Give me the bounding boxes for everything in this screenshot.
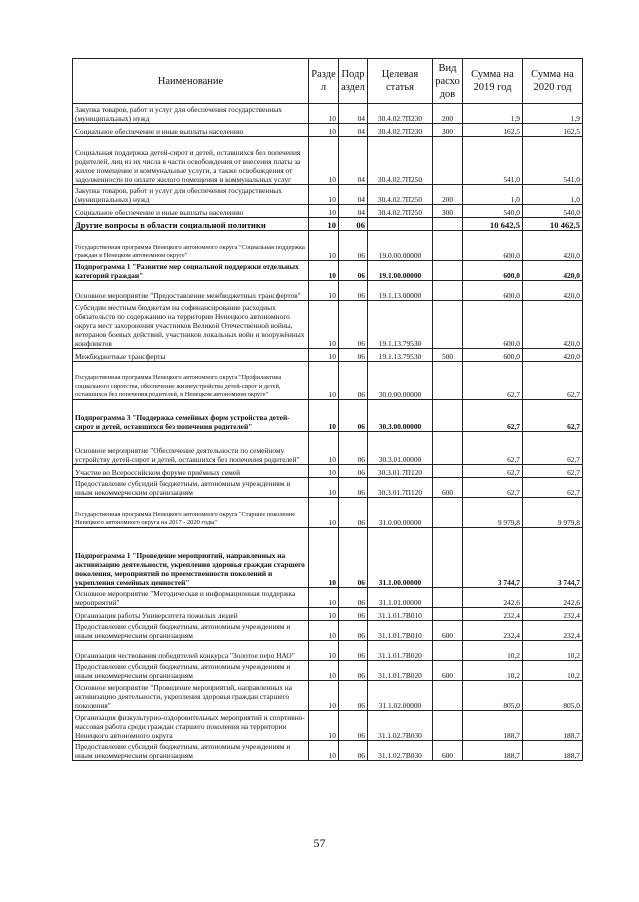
cell-s19: 62,7 [463, 478, 523, 498]
cell-r: 10 [309, 261, 339, 281]
cell-s20: 420,0 [523, 281, 583, 301]
cell-a: 30.4.02.7П250 [368, 137, 433, 185]
table-row [73, 281, 583, 301]
cell-a: 19.0.00.00000 [368, 231, 433, 261]
cell-name: Предоставление субсидий бюджетным, автономным учреждениям и иным некоммерческим организациям [73, 661, 309, 681]
cell-name: Основное мероприятие "Обеспечение деятельности по семейному устройству детей-сирот и детей, оставшихся без попечения родителей" [73, 432, 309, 465]
cell-a: 31.1.01.00000 [368, 588, 433, 608]
cell-s20: 188,7 [523, 741, 583, 761]
cell-v: 300 [433, 124, 463, 137]
cell-name: Организация работы Университета пожилых людей [73, 608, 309, 621]
cell-p: 06 [339, 478, 368, 498]
cell-s20: 420,0 [523, 349, 583, 362]
header-vid: Вид расхо дов [433, 59, 463, 104]
cell-s19: 62,7 [463, 432, 523, 465]
table-row [73, 588, 583, 608]
cell-v [433, 432, 463, 465]
cell-s20: 10,2 [523, 661, 583, 681]
cell-s19: 162,5 [463, 124, 523, 137]
cell-p: 06 [339, 621, 368, 641]
cell-a: 19.1.13.79530 [368, 301, 433, 349]
cell-p: 06 [339, 681, 368, 711]
cell-v [433, 681, 463, 711]
cell-name: Государственная программа Ненецкого автономного округа "Профилактика социального сиротства, обеспечение жизнеустройства детей-сирот и детей, оставшихся без попечения родителей, в Ненецком автономном округе" [73, 362, 309, 400]
cell-v: 600 [433, 661, 463, 681]
cell-v [433, 400, 463, 432]
cell-s19: 1,9 [463, 104, 523, 124]
cell-name: Закупка товаров, работ и услуг для обеспечения государственных (муниципальных) нужд [73, 104, 309, 124]
header-article: Целевая статья [368, 59, 433, 104]
table-row [73, 400, 583, 432]
cell-v [433, 711, 463, 741]
cell-s19: 3 744,7 [463, 528, 523, 588]
cell-s20: 10 462,5 [523, 218, 583, 231]
budget-table-sheet [72, 58, 582, 761]
cell-p: 06 [339, 741, 368, 761]
table-row [73, 528, 583, 588]
cell-a: 31.1.02.7В030 [368, 741, 433, 761]
cell-s19: 600,0 [463, 281, 523, 301]
cell-s20: 540,0 [523, 205, 583, 218]
cell-p: 04 [339, 137, 368, 185]
cell-s19: 9 979,8 [463, 498, 523, 528]
cell-name: Межбюджетные трансферты [73, 349, 309, 362]
cell-a: 30.3.00.00000 [368, 400, 433, 432]
cell-name: Подпрограмма 1 "Проведение мероприятий, направленных на активизацию деятельности, укрепления здоровья граждан старшего поколения, мероприятий по преемственности поколений и укрепления семейных ценностей" [73, 528, 309, 588]
table-row [73, 261, 583, 281]
cell-p: 06 [339, 528, 368, 588]
cell-v: 500 [433, 349, 463, 362]
cell-p: 06 [339, 231, 368, 261]
cell-name: Государственная программа Ненецкого автономного округа "Старшее поколение Ненецкого автономного округа на 2017 - 2020 годы" [73, 498, 309, 528]
cell-v [433, 301, 463, 349]
cell-r: 10 [309, 661, 339, 681]
cell-s19: 600,0 [463, 231, 523, 261]
cell-p: 06 [339, 432, 368, 465]
cell-s20: 188,7 [523, 711, 583, 741]
cell-r: 10 [309, 124, 339, 137]
cell-a: 31.1.01.7В020 [368, 641, 433, 661]
table-row [73, 205, 583, 218]
cell-a: 30.4.02.7П230 [368, 104, 433, 124]
cell-v [433, 588, 463, 608]
cell-s20: 242,6 [523, 588, 583, 608]
cell-name: Участие во Всероссийском форуме приёмных семей [73, 465, 309, 478]
cell-r: 10 [309, 528, 339, 588]
cell-s19: 242,6 [463, 588, 523, 608]
cell-a: 30.0.00.00000 [368, 362, 433, 400]
cell-s20: 9 979,8 [523, 498, 583, 528]
cell-p: 06 [339, 400, 368, 432]
table-row [73, 137, 583, 185]
cell-name: Другие вопросы в области социальной политики [73, 218, 309, 231]
cell-v [433, 281, 463, 301]
cell-s19: 62,7 [463, 465, 523, 478]
header-podrazdel: Подр аздел [339, 59, 368, 104]
cell-v [433, 218, 463, 231]
cell-v: 600 [433, 741, 463, 761]
cell-r: 10 [309, 498, 339, 528]
cell-name: Предоставление субсидий бюджетным, автономным учреждениям и иным некоммерческим организациям [73, 621, 309, 641]
cell-s20: 1,9 [523, 104, 583, 124]
table-row [73, 218, 583, 231]
cell-a: 31.1.01.7В010 [368, 608, 433, 621]
cell-p: 04 [339, 185, 368, 205]
table-row [73, 608, 583, 621]
cell-a [368, 218, 433, 231]
cell-name: Организация чествования победителей конкурса "Золотое перо НАО" [73, 641, 309, 661]
header-sum-2020: Сумма на 2020 год [523, 59, 583, 104]
header-name: Наименование [73, 59, 309, 104]
cell-r: 10 [309, 641, 339, 661]
cell-s19: 62,7 [463, 362, 523, 400]
cell-r: 10 [309, 104, 339, 124]
cell-s19: 232,4 [463, 621, 523, 641]
cell-r: 10 [309, 301, 339, 349]
cell-r: 10 [309, 608, 339, 621]
cell-v [433, 362, 463, 400]
cell-v: 200 [433, 104, 463, 124]
cell-s20: 62,7 [523, 465, 583, 478]
table-row [73, 621, 583, 641]
cell-name: Основное мероприятие "Проведение мероприятий, направленных на активизацию деятельности, укрепления здоровья граждан старшего поколения" [73, 681, 309, 711]
cell-name: Закупка товаров, работ и услуг для обеспечения государственных (муниципальных) нужд [73, 185, 309, 205]
cell-a: 30.4.02.7П230 [368, 124, 433, 137]
table-row [73, 465, 583, 478]
cell-p: 06 [339, 711, 368, 741]
cell-s20: 541,0 [523, 137, 583, 185]
cell-s19: 232,4 [463, 608, 523, 621]
cell-r: 10 [309, 588, 339, 608]
cell-s20: 62,7 [523, 432, 583, 465]
cell-s20: 232,4 [523, 608, 583, 621]
cell-p: 06 [339, 641, 368, 661]
table-row [73, 301, 583, 349]
header-sum-2019: Сумма на 2019 год [463, 59, 523, 104]
cell-r: 10 [309, 432, 339, 465]
budget-table [72, 58, 583, 761]
cell-s20: 62,7 [523, 362, 583, 400]
cell-p: 06 [339, 608, 368, 621]
cell-s19: 805,0 [463, 681, 523, 711]
cell-r: 10 [309, 137, 339, 185]
cell-r: 10 [309, 218, 339, 231]
table-row [73, 231, 583, 261]
cell-v [433, 608, 463, 621]
cell-r: 10 [309, 400, 339, 432]
cell-name: Организация физкультурно-оздоровительных мероприятий и спортивно-массовая работа среди граждан старшего поколения на территории Ненецкого автономного округа [73, 711, 309, 741]
cell-name: Предоставление субсидий бюджетным, автономным учреждениям и иным некоммерческим организациям [73, 741, 309, 761]
table-row [73, 478, 583, 498]
cell-s20: 420,0 [523, 231, 583, 261]
cell-p: 04 [339, 205, 368, 218]
cell-s19: 600,0 [463, 261, 523, 281]
table-row [73, 432, 583, 465]
cell-v: 600 [433, 478, 463, 498]
cell-a: 30.3.01.7П120 [368, 478, 433, 498]
cell-r: 10 [309, 681, 339, 711]
cell-r: 10 [309, 362, 339, 400]
cell-r: 10 [309, 185, 339, 205]
cell-s20: 232,4 [523, 621, 583, 641]
cell-name: Социальная поддержка детей-сирот и детей, оставшихся без попечения родителей, лиц из их числа в части освобождения от внесения платы за жилое помещение и коммунальные услуги, а также освобождения от задолженности по оплате жилого помещения и коммунальных услуг [73, 137, 309, 185]
cell-v: 600 [433, 621, 463, 641]
cell-a: 31.1.02.7В030 [368, 711, 433, 741]
cell-p: 06 [339, 301, 368, 349]
cell-r: 10 [309, 621, 339, 641]
cell-name: Субсидии местным бюджетам на софинансирование расходных обязательств по содержанию на территории Ненецкого автономного округа мест захоронения участников Великой Отечественной войны, ветеранов боевых действий, участников локальных войн и вооружённых конфликтов [73, 301, 309, 349]
cell-s20: 1,0 [523, 185, 583, 205]
cell-p: 06 [339, 661, 368, 681]
cell-name: Социальное обеспечение и иные выплаты населению [73, 205, 309, 218]
cell-v [433, 641, 463, 661]
cell-s20: 62,7 [523, 478, 583, 498]
cell-r: 10 [309, 478, 339, 498]
cell-p: 06 [339, 218, 368, 231]
cell-s19: 600,0 [463, 349, 523, 362]
cell-s20: 3 744,7 [523, 528, 583, 588]
cell-s20: 805,0 [523, 681, 583, 711]
cell-a: 30.3.01.00000 [368, 432, 433, 465]
cell-a: 30.4.02.7П250 [368, 205, 433, 218]
cell-p: 06 [339, 465, 368, 478]
cell-v: 300 [433, 205, 463, 218]
cell-s19: 541,0 [463, 137, 523, 185]
cell-name: Основное мероприятие "Предоставление межбюджетных трансфертов" [73, 281, 309, 301]
cell-a: 31.1.02.00000 [368, 681, 433, 711]
cell-s20: 62,7 [523, 400, 583, 432]
table-row [73, 349, 583, 362]
cell-s19: 600,0 [463, 301, 523, 349]
cell-v [433, 498, 463, 528]
cell-r: 10 [309, 349, 339, 362]
cell-v [433, 231, 463, 261]
table-row [73, 741, 583, 761]
table-row [73, 104, 583, 124]
cell-a: 30.3.01.7П120 [368, 465, 433, 478]
table-row [73, 711, 583, 741]
cell-s20: 420,0 [523, 261, 583, 281]
cell-s19: 188,7 [463, 711, 523, 741]
cell-r: 10 [309, 205, 339, 218]
cell-s19: 188,7 [463, 741, 523, 761]
cell-r: 10 [309, 741, 339, 761]
cell-a: 31.1.00.00000 [368, 528, 433, 588]
table-row [73, 185, 583, 205]
cell-a: 30.4.02.7П250 [368, 185, 433, 205]
cell-name: Предоставление субсидий бюджетным, автономным учреждениям и иным некоммерческим организациям [73, 478, 309, 498]
cell-s20: 10,2 [523, 641, 583, 661]
cell-v [433, 528, 463, 588]
cell-name: Основное мероприятие "Методическая и информационная поддержка мероприятий" [73, 588, 309, 608]
cell-name: Подпрограмма 1 "Развитие мер социальной поддержки отдельных категорий граждан" [73, 261, 309, 281]
cell-s20: 420,0 [523, 301, 583, 349]
cell-name: Подпрограмма 3 "Поддержка семейных форм устройства детей-сирот и детей, оставшихся без попечения родителей" [73, 400, 309, 432]
cell-p: 04 [339, 124, 368, 137]
cell-p: 06 [339, 261, 368, 281]
header-razdel: Разде л [309, 59, 339, 104]
cell-r: 10 [309, 231, 339, 261]
cell-s19: 62,7 [463, 400, 523, 432]
cell-s19: 1,0 [463, 185, 523, 205]
cell-p: 06 [339, 362, 368, 400]
table-row [73, 362, 583, 400]
cell-a: 19.1.13.00000 [368, 281, 433, 301]
cell-a: 31.1.01.7В010 [368, 621, 433, 641]
cell-s19: 10,2 [463, 661, 523, 681]
cell-p: 06 [339, 349, 368, 362]
table-row [73, 681, 583, 711]
cell-a: 31.1.01.7В020 [368, 661, 433, 681]
cell-name: Социальное обеспечение и иные выплаты населению [73, 124, 309, 137]
cell-v [433, 465, 463, 478]
cell-r: 10 [309, 281, 339, 301]
cell-s19: 10,2 [463, 641, 523, 661]
table-header-row [73, 59, 583, 104]
cell-s19: 10 642,5 [463, 218, 523, 231]
cell-v [433, 137, 463, 185]
table-row [73, 661, 583, 681]
cell-s19: 540,0 [463, 205, 523, 218]
table-row [73, 641, 583, 661]
cell-name: Государственная программа Ненецкого автономного округа "Социальная поддержка граждан в Ненецком автономном округе" [73, 231, 309, 261]
cell-r: 10 [309, 465, 339, 478]
cell-p: 06 [339, 588, 368, 608]
table-row [73, 124, 583, 137]
cell-p: 04 [339, 104, 368, 124]
cell-p: 06 [339, 281, 368, 301]
cell-p: 06 [339, 498, 368, 528]
cell-a: 31.0.00.00000 [368, 498, 433, 528]
cell-v: 200 [433, 185, 463, 205]
cell-r: 10 [309, 711, 339, 741]
cell-a: 19.1.13.79530 [368, 349, 433, 362]
cell-a: 19.1.00.00000 [368, 261, 433, 281]
table-row [73, 498, 583, 528]
cell-s20: 162,5 [523, 124, 583, 137]
cell-v [433, 261, 463, 281]
page-number: 57 [313, 836, 326, 850]
